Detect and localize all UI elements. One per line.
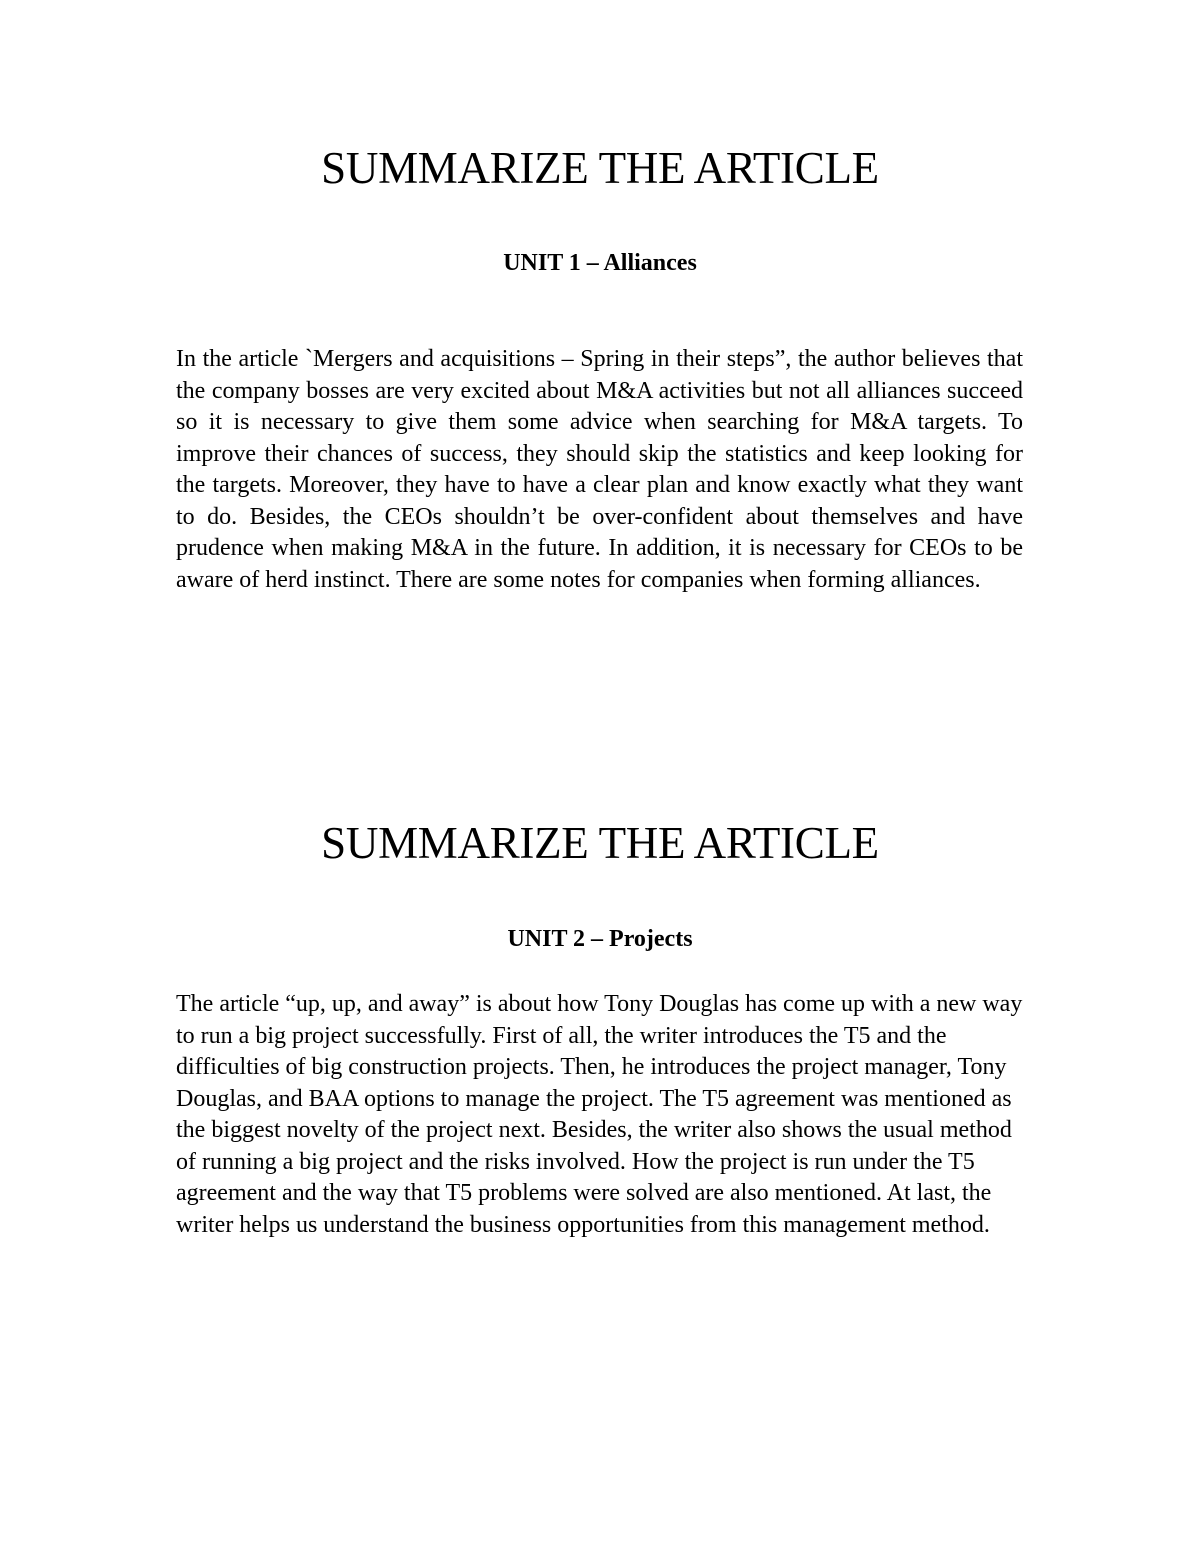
section-body-paragraph: The article “up, up, and away” is about how Tony Douglas has come up with a new way to run a big project successfully. First of all, the writer introduces the T5 and the difficulties of big construction projects. Then, he introduces the project manager, Tony Douglas, and BAA options to manage the project. The T5 agreement was mentioned as the biggest novelty of the project next. Besides, the writer also shows the usual method of running a big project and the risks involved. How the project is run under the T5 agreement and the way that T5 problems were solved are also mentioned. At last, the writer helps us understand the business opportunities from this management method. bbox=[176, 991, 1023, 1238]
section-body-paragraph: In the article `Mergers and acquisitions – Spring in their steps”, the author believes that the company bosses are very excited about M&A activities but not all alliances succeed so it is necessary to give them some advice when searching for M&A targets. To improve their chances of success, they should skip the statistics and keep looking for the targets. Moreover, they have to have a clear plan and know exactly what they want to do. Besides, the CEOs shouldn’t be over-confident about themselves and have prudence when making M&A in the future. In addition, it is necessary for CEOs to be aware of herd instinct. There are some notes for companies when forming alliances. bbox=[176, 346, 1023, 593]
section-title: SUMMARIZE THE ARTICLE bbox=[321, 143, 879, 193]
section-subtitle: UNIT 1 – Alliances bbox=[503, 250, 697, 276]
section-unit-2 bbox=[0, 813, 1200, 1238]
section-title: SUMMARIZE THE ARTICLE bbox=[321, 818, 879, 868]
section-unit-1 bbox=[0, 138, 1200, 593]
section-subtitle: UNIT 2 – Projects bbox=[507, 926, 693, 952]
